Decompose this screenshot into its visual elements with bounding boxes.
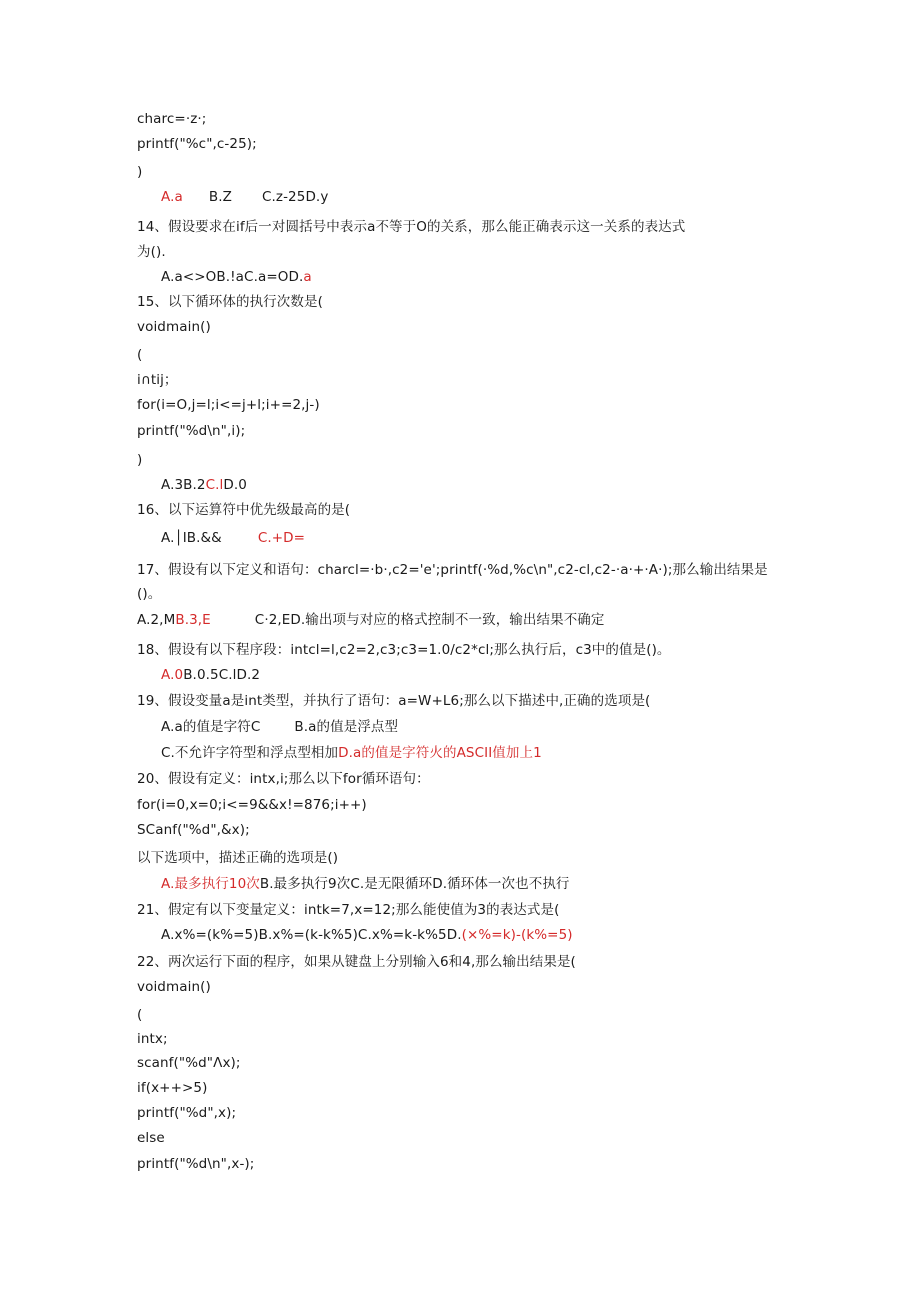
- q20-option-a-answer: A.最多执行10次: [161, 876, 260, 892]
- code-line: ): [137, 164, 143, 180]
- q19-option-d-answer: D.a的值是字符火的ASCII值加上1: [338, 745, 542, 761]
- question-20: 20、假设有定义：intx,i;那么以下for循环语句：: [137, 771, 430, 787]
- q15-option-d: D.0: [223, 477, 247, 493]
- q15-option-ab: A.3B.2: [161, 477, 206, 493]
- question-17-cont: ()。: [137, 586, 162, 602]
- code-line: printf("%d",x);: [137, 1105, 237, 1121]
- code-line: printf("%c",c-25);: [137, 136, 257, 152]
- q13-options: [161, 188, 328, 206]
- q21-option-abc: A.x%=(k%=5)B.x%=(k-k%5)C.x%=k-k%5D.: [161, 927, 462, 943]
- q21-option-d-answer: (×%=k)-(k%=5): [461, 927, 573, 943]
- q19-option-b: B.a的值是浮点型: [294, 719, 399, 735]
- q19-option-a: A.a的值是字符C: [161, 719, 261, 735]
- question-20-prompt: 以下选项中，描述正确的选项是(): [137, 850, 339, 866]
- q19-options-row2: [161, 744, 542, 762]
- question-22: 22、两次运行下面的程序，如果从键盘上分别输入6和4,那么输出结果是(: [137, 954, 576, 970]
- q13-option-b: B.Z: [208, 189, 232, 205]
- question-19: 19、假设变量a是int类型，并执行了语句：a=W+L6;那么以下描述中,正确的选项是(: [137, 693, 651, 709]
- question-21: 21、假定有以下变量定义：intk=7,x=12;那么能使值为3的表达式是(: [137, 902, 560, 918]
- q21-options: [161, 926, 573, 944]
- code-line: SCanf("%d",&x);: [137, 822, 250, 838]
- code-line: else: [137, 1130, 165, 1146]
- q14-option-abc: A.a<>OB.!aC.a=OD.: [161, 269, 304, 285]
- question-15: 15、以下循环体的执行次数是(: [137, 294, 323, 310]
- question-14-cont: 为().: [137, 244, 166, 260]
- q18-option-a-answer: A.0: [161, 667, 184, 683]
- question-18: 18、假设有以下程序段：intcl=l,c2=2,c3;c3=1.0/c2*cl;那么执行后，c3中的值是()。: [137, 642, 671, 658]
- q17-option-b-answer: B.3,E: [175, 612, 211, 628]
- code-line: scanf("%d"Λx);: [137, 1055, 241, 1071]
- q20-option-bcd: B.最多执行9次C.是无限循环D.循环体一次也不执行: [259, 876, 570, 892]
- q17-options: [137, 611, 605, 629]
- code-line: printf("%d\n",i);: [137, 423, 246, 439]
- q15-option-c-answer: C.l: [205, 477, 224, 493]
- q15-options: [161, 476, 247, 494]
- code-line: voidmain(): [137, 979, 211, 995]
- code-line: if(x++>5): [137, 1080, 208, 1096]
- question-14: 14、假设要求在if后一对圆括号中表示a不等于O的关系，那么能正确表示这一关系的表达式: [137, 219, 686, 235]
- q13-option-a-answer: A.a: [161, 189, 183, 205]
- question-17: 17、假设有以下定义和语句：charcl=·b·,c2='e';printf(·%d,%c\n",c2-cl,c2-·a·+·A·);那么输出结果是: [137, 562, 768, 578]
- code-line: (: [137, 1007, 143, 1023]
- question-16: 16、以下运算符中优先级最高的是(: [137, 502, 351, 518]
- q17-option-a: A.2,M: [137, 612, 176, 628]
- q14-options: [161, 268, 312, 286]
- q18-options: [161, 666, 260, 684]
- q19-option-c: C.不允许字符型和浮点型相加: [161, 745, 339, 761]
- q19-options-row1: [161, 718, 398, 736]
- code-line: ): [137, 452, 143, 468]
- code-line: voidmain(): [137, 319, 211, 335]
- q13-option-cd: C.z-25D.y: [261, 189, 329, 205]
- code-line: charc=·z·;: [137, 111, 207, 127]
- code-line: (: [137, 347, 143, 363]
- q17-option-cd: C·2,ED.输出项与对应的格式控制不一致，输出结果不确定: [254, 612, 605, 628]
- q16-options: [161, 529, 305, 547]
- code-line: intx;: [137, 1031, 168, 1047]
- code-line: for(i=O,j=l;i<=j+l;i+=2,j-): [137, 397, 320, 413]
- q16-option-ab: A.│IB.&&: [161, 530, 222, 546]
- code-line: printf("%d\n",x-);: [137, 1156, 255, 1172]
- code-line: for(i=0,x=0;i<=9&&x!=876;i++): [137, 797, 367, 813]
- q16-option-c-answer: C.+D=: [257, 530, 306, 546]
- q20-options: [161, 875, 570, 893]
- q14-option-d-answer: a: [303, 269, 312, 285]
- q18-option-bcd: B.0.5C.lD.2: [183, 667, 261, 683]
- code-line: i∩tij；: [137, 372, 178, 388]
